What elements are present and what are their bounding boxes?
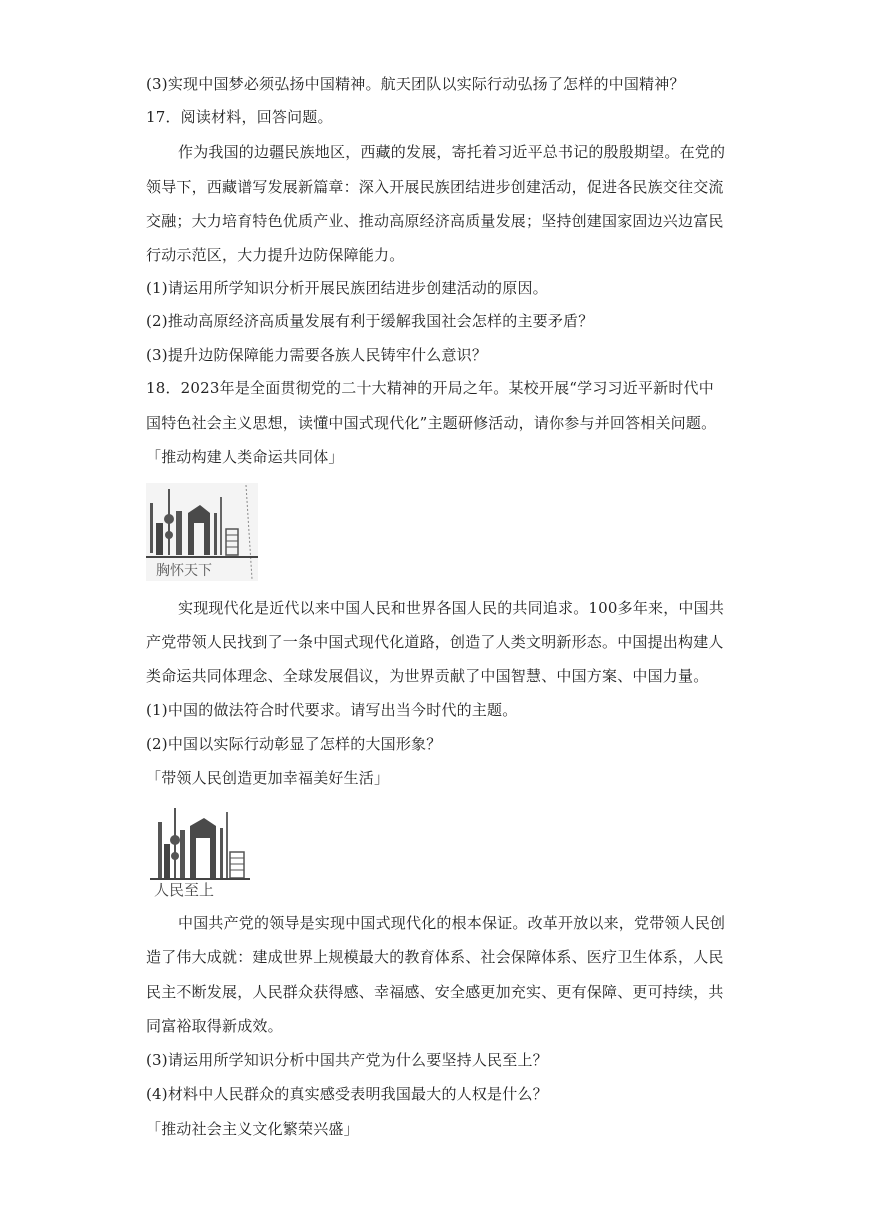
tower-ball-2 <box>165 531 173 539</box>
material-18-b-line-4: 同富裕取得新成效。 <box>146 1017 283 1035</box>
skyline-image-2 <box>150 800 250 898</box>
question-18-header-line-1: 18．2023年是全面贯彻党的二十大精神的开局之年。某校开展“学习习近平新时代中 <box>146 379 714 397</box>
tower-1 <box>150 503 153 553</box>
section-heading-happy-life: 「带领人民创造更加幸福美好生活」 <box>146 769 390 787</box>
tower-ball-2 <box>171 852 179 860</box>
tower-ball-1 <box>170 835 180 845</box>
question-18-header-line-2: 国特色社会主义思想，读懂中国式现代化”主题研修活动，请你参与并回答相关问题。 <box>146 414 717 432</box>
tower-1 <box>158 822 162 878</box>
material-18-b-line-1: 中国共产党的领导是实现中国式现代化的根本保证。改革开放以来，党带领人民创 <box>178 914 726 932</box>
question-17-header: 17．阅读材料，回答问题。 <box>146 108 333 126</box>
skyline-image-1 <box>146 483 258 581</box>
section-heading-culture: 「推动社会主义文化繁荣兴盛」 <box>146 1120 359 1138</box>
tower-4 <box>214 513 217 555</box>
tower-2 <box>164 844 170 878</box>
tower-3 <box>180 830 185 878</box>
section-heading-community: 「推动构建人类命运共同体」 <box>146 448 344 466</box>
material-17-line-3: 交融；大力培育特色优质产业、推动高原经济高质量发展；坚持创建国家固边兴边富民 <box>146 212 724 230</box>
tower-spire-2 <box>220 497 222 555</box>
tower-4 <box>220 828 223 878</box>
image-caption-2: 人民至上 <box>154 881 215 898</box>
question-18-4: (4)材料中人民群众的真实感受表明我国最大的人权是什么？ <box>146 1085 548 1103</box>
material-18-a-line-1: 实现现代化是近代以来中国人民和世界各国人民的共同追求。100多年来，中国共 <box>178 599 725 617</box>
material-17-line-2: 领导下，西藏谱写发展新篇章：深入开展民族团结进步创建活动，促进各民族交往交流 <box>146 178 724 196</box>
material-17-line-4: 行动示范区，大力提升边防保障能力。 <box>146 246 405 264</box>
question-17-3: (3)提升边防保障能力需要各族人民铸牢什么意识？ <box>146 346 488 364</box>
tower-3 <box>176 511 182 555</box>
tower-spire-2 <box>226 812 228 878</box>
question-17-1: (1)请运用所学知识分析开展民族团结进步创建活动的原因。 <box>146 279 548 297</box>
image-caption-1: 胸怀天下 <box>156 563 212 579</box>
question-17-2: (2)推动高原经济高质量发展有利于缓解我国社会怎样的主要矛盾？ <box>146 312 594 330</box>
question-18-2: (2)中国以实际行动彰显了怎样的大国形象？ <box>146 735 442 753</box>
question-18-1: (1)中国的做法符合时代要求。请写出当今时代的主题。 <box>146 701 518 719</box>
question-16-3: (3)实现中国梦必须弘扬中国精神。航天团队以实际行动弘扬了怎样的中国精神？ <box>146 75 685 93</box>
material-17-line-1: 作为我国的边疆民族地区，西藏的发展，寄托着习近平总书记的殷殷期望。在党的 <box>178 143 726 161</box>
material-18-a-line-3: 类命运共同体理念、全球发展倡议，为世界贡献了中国智慧、中国方案、中国力量。 <box>146 667 709 685</box>
material-18-a-line-2: 产党带领人民找到了一条中国式现代化道路，创造了人类文明新形态。中国提出构建人 <box>146 633 724 651</box>
question-18-3: (3)请运用所学知识分析中国共产党为什么要坚持人民至上？ <box>146 1051 548 1069</box>
skyline-illustration-1 <box>146 483 258 581</box>
material-18-b-line-2: 造了伟大成就：建成世界上规模最大的教育体系、社会保障体系、医疗卫生体系，人民 <box>146 948 724 966</box>
skyline-illustration-2 <box>150 800 250 898</box>
tower-ball-1 <box>164 514 174 524</box>
tower-2 <box>156 523 163 555</box>
material-18-b-line-3: 民主不断发展，人民群众获得感、幸福感、安全感更加充实、更有保障、更可持续，共 <box>146 983 724 1001</box>
